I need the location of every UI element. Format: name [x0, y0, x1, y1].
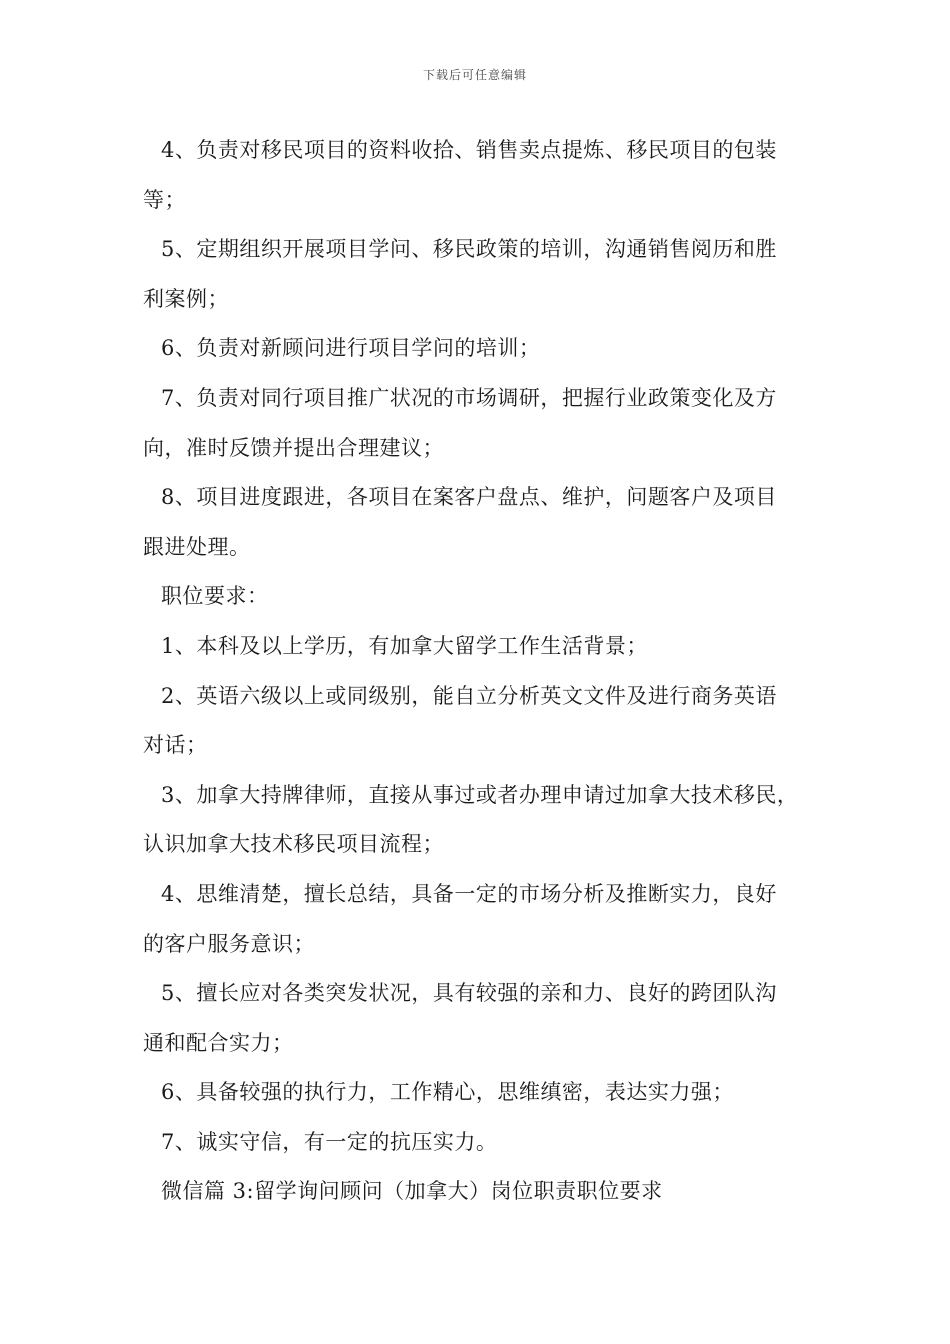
- paragraph-line: 4、思维清楚，擅长总结，具备一定的市场分析及推断实力，良好: [161, 881, 777, 906]
- paragraph-line: 5、擅长应对各类突发状况，具有较强的亲和力、良好的跨团队沟: [161, 981, 777, 1006]
- page-header: 下载后可任意编辑: [422, 68, 527, 82]
- paragraph-line: 1、本科及以上学历，有加拿大留学工作生活背景；: [161, 633, 648, 658]
- document-body: [143, 130, 815, 1221]
- paragraph-line: 向，准时反馈并提出合理建议；: [143, 435, 444, 460]
- paragraph-line: 3、加拿大持牌律师，直接从事过或者办理申请过加拿大技术移民，: [161, 782, 799, 807]
- paragraph-line: 对话；: [143, 733, 208, 758]
- paragraph-line: 7、诚实守信，有一定的抗压实力。: [161, 1129, 498, 1154]
- paragraph-line: 等；: [143, 187, 186, 212]
- section-title: 微信篇 3:留学询问顾问（加拿大）岗位职责职位要求: [161, 1179, 663, 1204]
- paragraph-line: 通和配合实力；: [143, 1030, 294, 1055]
- paragraph-line: 认识加拿大技术移民项目流程；: [143, 832, 444, 857]
- section-heading: 职位要求：: [161, 584, 269, 609]
- paragraph-line: 2、英语六级以上或同级别，能自立分析英文文件及进行商务英语: [161, 683, 777, 708]
- paragraph-line: 6、具备较强的执行力，工作精心，思维缜密，表达实力强；: [161, 1080, 734, 1105]
- paragraph-line: 8、项目进度跟进，各项目在案客户盘点、维护，问题客户及项目: [161, 485, 777, 510]
- paragraph-line: 4、负责对移民项目的资料收拾、销售卖点提炼、移民项目的包装: [161, 138, 777, 162]
- paragraph-line: 利案例；: [143, 286, 229, 311]
- paragraph-line: 跟进处理。: [143, 534, 251, 559]
- paragraph-line: 7、负责对同行项目推广状况的市场调研，把握行业政策变化及方: [161, 385, 777, 410]
- paragraph-line: 5、定期组织开展项目学问、移民政策的培训，沟通销售阅历和胜: [161, 237, 777, 262]
- paragraph-line: 6、负责对新顾问进行项目学问的培训；: [161, 336, 541, 361]
- paragraph-line: 的客户服务意识；: [143, 931, 315, 956]
